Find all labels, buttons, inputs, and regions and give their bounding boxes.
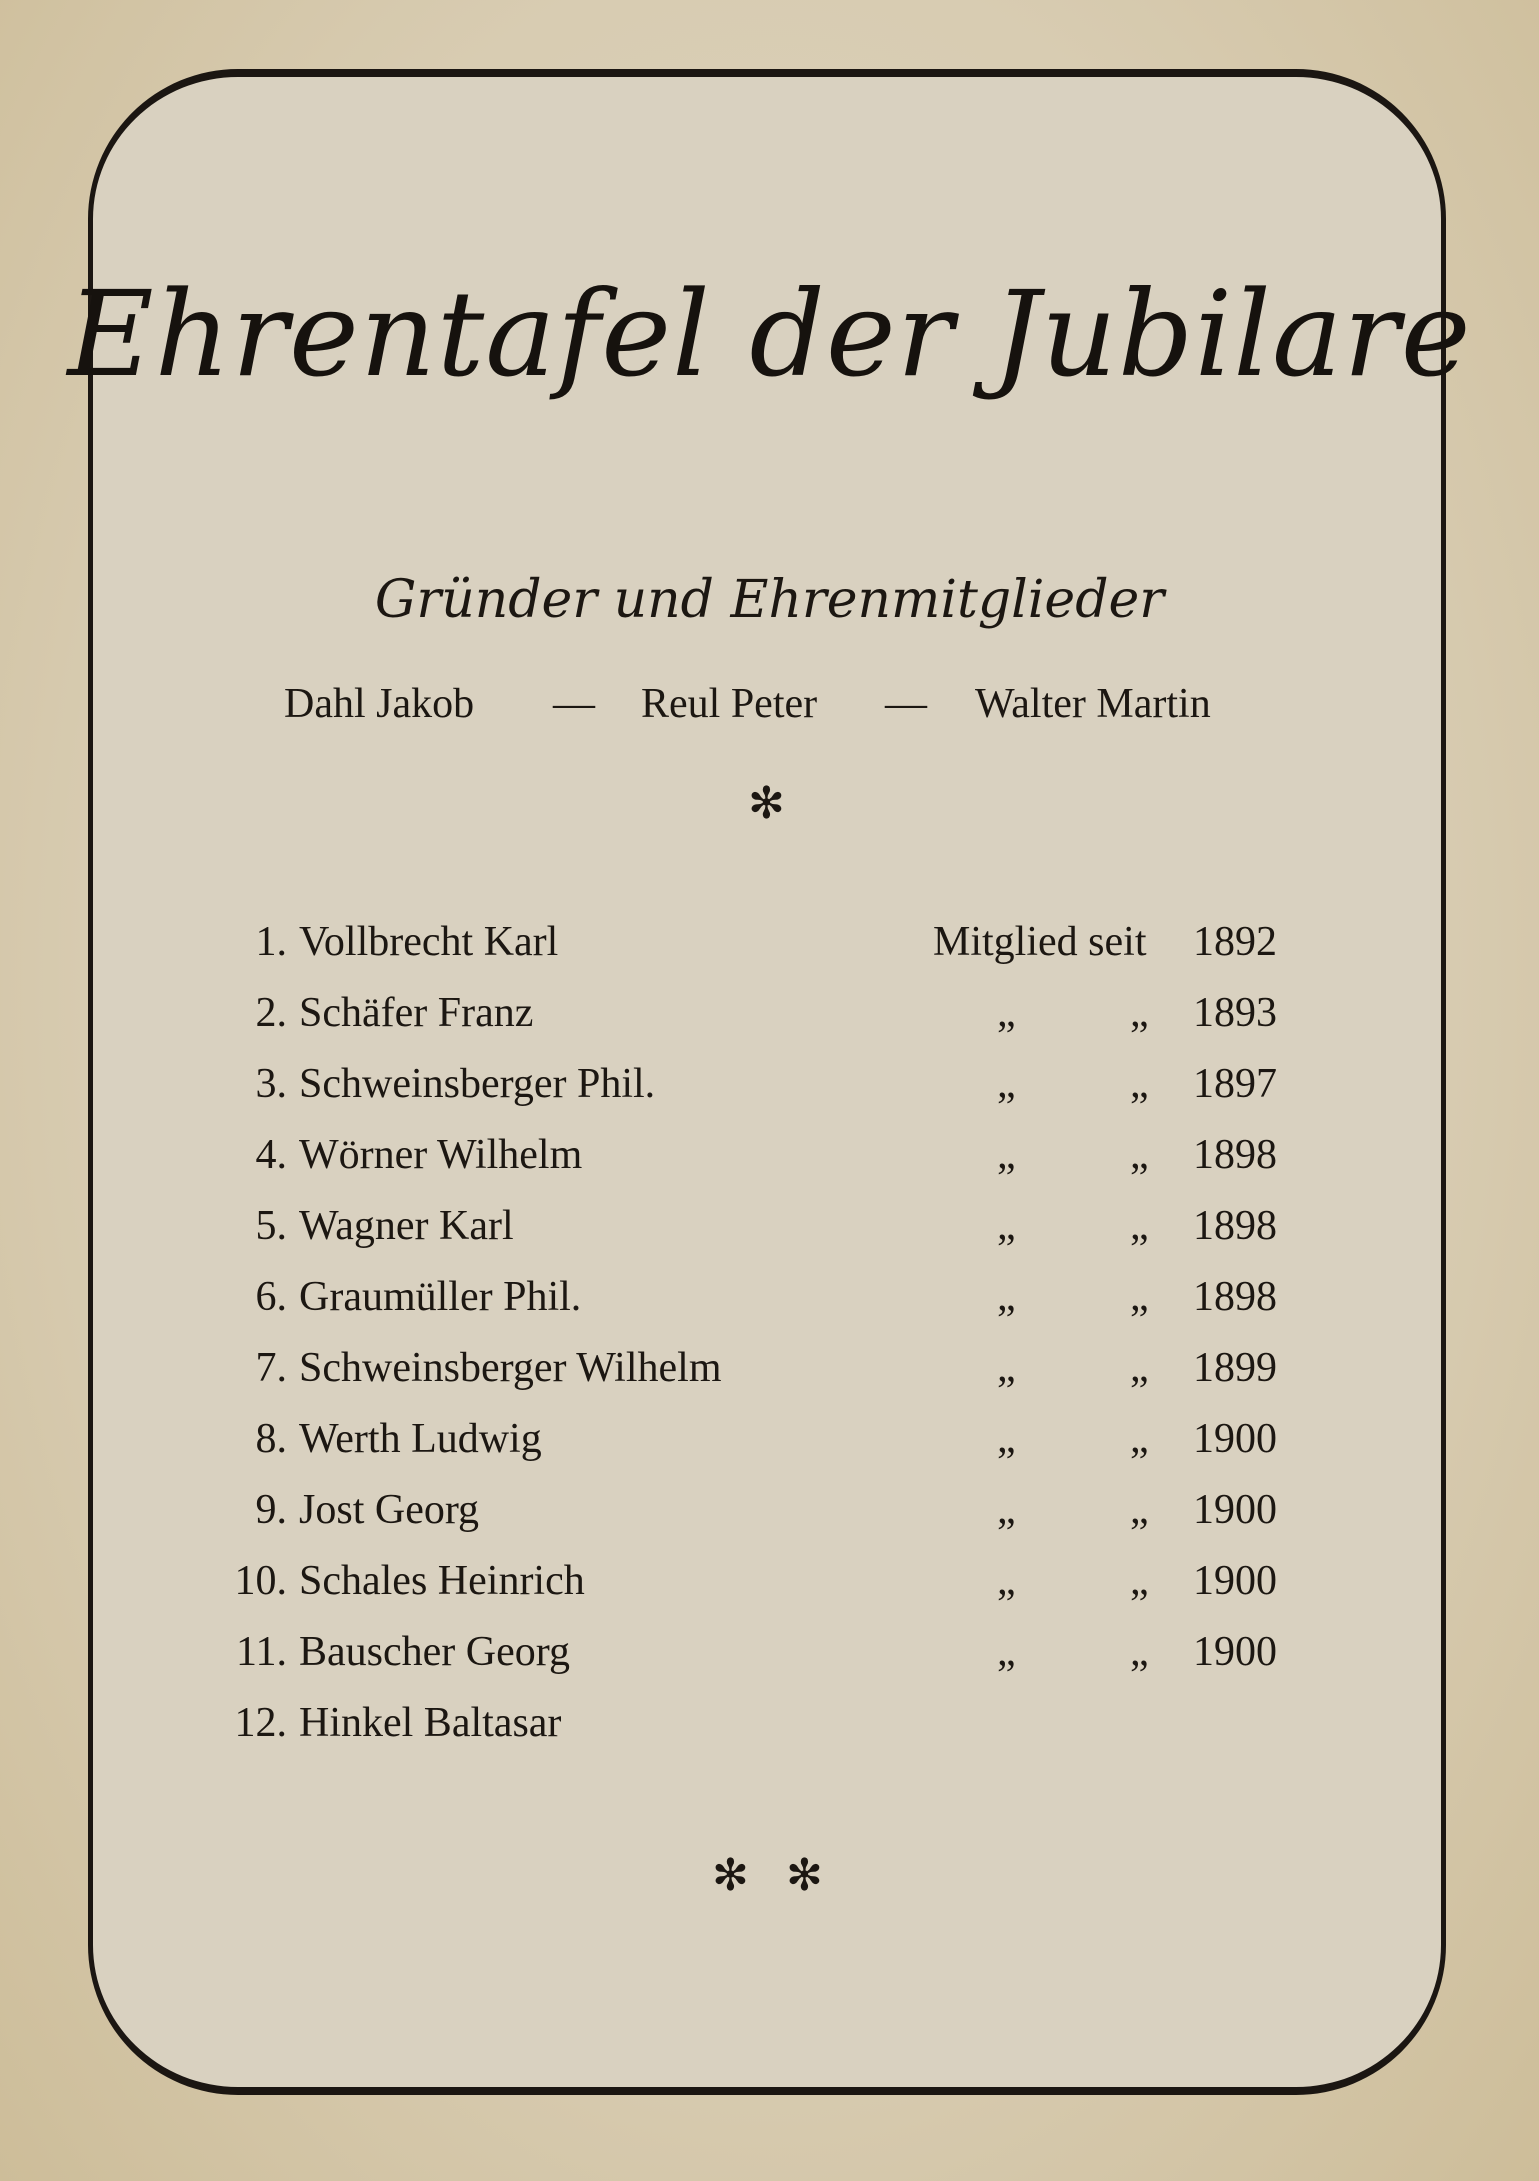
list-item (0, 989, 1539, 1060)
member-since-year: 1900 (1193, 1416, 1277, 1462)
founders-line (0, 680, 1539, 740)
list-item (0, 1699, 1539, 1770)
member-number: 1. (255, 919, 287, 965)
ditto-mark: „ (1130, 1416, 1149, 1462)
member-since-year: 1900 (1193, 1629, 1277, 1675)
ditto-mark: „ (997, 1203, 1016, 1249)
list-item (0, 1344, 1539, 1415)
asterism-divider: ✻ (748, 779, 785, 828)
ditto-mark: „ (1130, 1203, 1149, 1249)
section-subtitle: Gründer und Ehrenmitglieder (374, 570, 1165, 630)
list-item (0, 1202, 1539, 1273)
ditto-mark: „ (997, 1487, 1016, 1533)
member-since-year: 1898 (1193, 1203, 1277, 1249)
member-number: 2. (255, 990, 287, 1036)
ditto-mark: „ (997, 1132, 1016, 1178)
member-name: Jost Georg (299, 1487, 480, 1533)
ditto-mark: „ (997, 1345, 1016, 1391)
list-item (0, 1131, 1539, 1202)
member-since-year: 1898 (1193, 1274, 1277, 1320)
founder-name: Dahl Jakob (284, 681, 475, 727)
member-number: 5. (255, 1203, 287, 1249)
member-since-year: 1892 (1193, 919, 1277, 965)
member-number: 7. (255, 1345, 287, 1391)
ditto-mark: „ (997, 1558, 1016, 1604)
member-number: 6. (255, 1274, 287, 1320)
member-name: Werth Ludwig (299, 1416, 542, 1462)
jubilee-member-list (0, 918, 1539, 1770)
member-number: 8. (255, 1416, 287, 1462)
member-since-year: 1900 (1193, 1487, 1277, 1533)
member-number: 3. (255, 1061, 287, 1107)
member-name: Schales Heinrich (299, 1558, 585, 1604)
ditto-mark: „ (1130, 1061, 1149, 1107)
ditto-mark: „ (1130, 990, 1149, 1036)
founder-separator: — (553, 681, 595, 727)
ditto-mark: „ (997, 1416, 1016, 1462)
founder-name: Walter Martin (975, 681, 1211, 727)
member-name: Wagner Karl (299, 1203, 514, 1249)
ditto-mark: „ (1130, 1132, 1149, 1178)
member-since-year: 1897 (1193, 1061, 1277, 1107)
list-item (0, 1628, 1539, 1699)
ditto-mark: „ (1130, 1345, 1149, 1391)
ditto-mark: „ (1130, 1487, 1149, 1533)
list-item (0, 1415, 1539, 1486)
ditto-mark: „ (1130, 1629, 1149, 1675)
member-name: Hinkel Baltasar (299, 1700, 562, 1746)
list-item (0, 918, 1539, 989)
list-item (0, 1060, 1539, 1131)
ditto-mark: „ (1130, 1274, 1149, 1320)
founder-name: Reul Peter (641, 681, 818, 727)
asterism-divider: ✻ (786, 1851, 823, 1900)
member-since-year: 1899 (1193, 1345, 1277, 1391)
member-number: 9. (255, 1487, 287, 1533)
ditto-mark: „ (997, 1629, 1016, 1675)
member-name: Vollbrecht Karl (299, 919, 559, 965)
ditto-mark: „ (997, 1061, 1016, 1107)
list-item (0, 1486, 1539, 1557)
member-number: 10. (234, 1558, 287, 1604)
member-name: Schweinsberger Phil. (299, 1061, 656, 1107)
member-name: Schweinsberger Wilhelm (299, 1345, 722, 1391)
member-since-year: 1900 (1193, 1558, 1277, 1604)
asterism-divider: ✻ (712, 1851, 749, 1900)
member-name: Wörner Wilhelm (299, 1132, 583, 1178)
member-name: Bauscher Georg (299, 1629, 570, 1675)
member-name: Graumüller Phil. (299, 1274, 582, 1320)
ditto-mark: „ (997, 990, 1016, 1036)
member-since-label: Mitglied seit (933, 919, 1147, 965)
member-number: 11. (236, 1629, 287, 1675)
member-number: 4. (255, 1132, 287, 1178)
ditto-mark: „ (1130, 1558, 1149, 1604)
member-number: 12. (234, 1700, 287, 1746)
list-item (0, 1273, 1539, 1344)
founder-separator: — (885, 681, 927, 727)
list-item (0, 1557, 1539, 1628)
member-since-year: 1893 (1193, 990, 1277, 1036)
ditto-mark: „ (997, 1274, 1016, 1320)
member-since-year: 1898 (1193, 1132, 1277, 1178)
member-name: Schäfer Franz (299, 990, 534, 1036)
page-title: Ehrentafel der Jubilare (67, 265, 1472, 403)
